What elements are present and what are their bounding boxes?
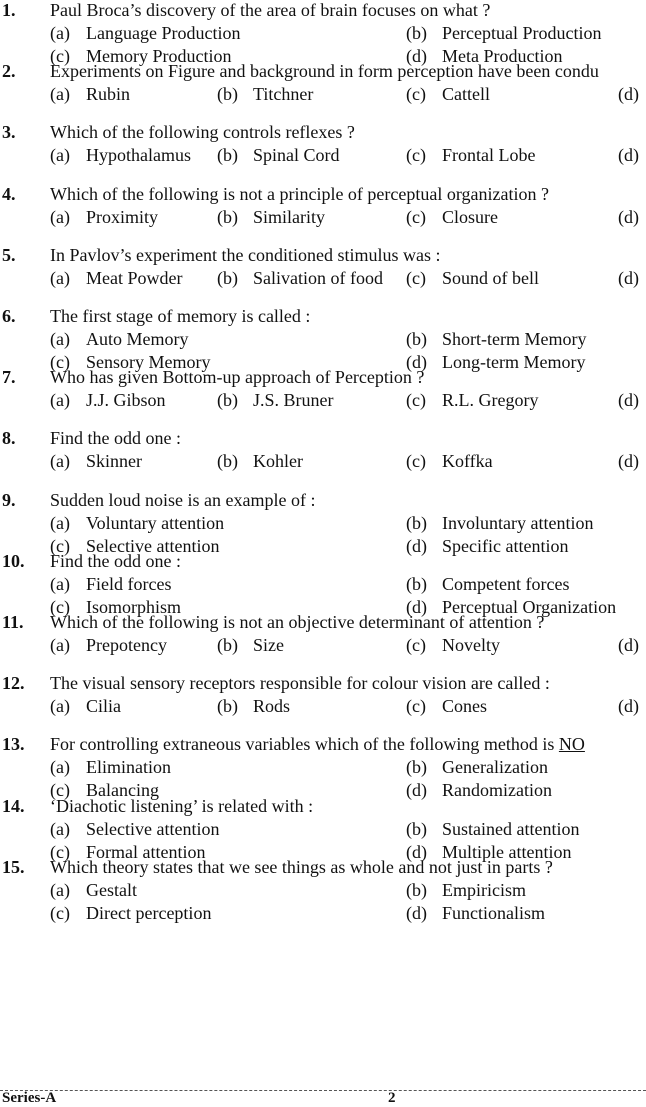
option-label: (d) xyxy=(406,535,427,556)
option-label: (b) xyxy=(217,267,238,288)
answer-option xyxy=(406,574,569,595)
option-label: (b) xyxy=(217,84,238,105)
option-label: (d) xyxy=(406,596,427,617)
option-label: (a) xyxy=(50,573,70,594)
question-text-main: Which of the following is not a principle of perceptual organization ? xyxy=(50,183,550,204)
question-number: 6. xyxy=(2,306,16,326)
option-text: Kohler xyxy=(253,451,303,472)
option-text: Rods xyxy=(253,696,291,717)
question-number: 11. xyxy=(2,612,24,632)
question-number: 10. xyxy=(2,550,25,571)
option-text: Competent forces xyxy=(442,573,570,594)
option-text: Isomorphism xyxy=(86,596,182,617)
option-text: Hypothalamus xyxy=(86,145,191,166)
option-text: Novelty xyxy=(442,635,500,655)
option-label: (c) xyxy=(50,902,70,923)
option-text: Frontal Lobe xyxy=(442,145,536,166)
option-label: (c) xyxy=(406,84,426,105)
question-text-main: Sudden loud noise is an example of : xyxy=(50,489,316,510)
option-text: Size xyxy=(253,635,284,655)
option-label: (d) xyxy=(618,267,639,288)
option-label: (d) xyxy=(618,696,639,717)
option-label: (c) xyxy=(50,841,70,862)
answer-option xyxy=(618,390,646,411)
option-text: Field forces xyxy=(86,573,172,594)
option-text: R.L. Gregory xyxy=(442,390,539,411)
answer-option xyxy=(50,329,189,350)
option-text: Proximity xyxy=(86,206,159,227)
option-label: (b) xyxy=(217,390,238,411)
answer-option xyxy=(406,819,579,840)
series-label: Series-A xyxy=(2,1090,57,1106)
option-text: Closure xyxy=(442,206,498,227)
question-number: 3. xyxy=(2,122,16,143)
question-text-main: Which of the following is not an objective determinant of attention ? xyxy=(50,612,545,632)
option-label: (b) xyxy=(217,635,238,655)
answer-option xyxy=(50,635,167,656)
option-label: (a) xyxy=(50,635,70,655)
option-text: Functionalism xyxy=(442,902,545,923)
option-text: Elimination xyxy=(86,757,171,778)
question-text xyxy=(50,0,490,21)
option-text: Salivation of food xyxy=(253,267,383,288)
option-label: (a) xyxy=(50,267,70,288)
option-text: Prepotency xyxy=(86,635,167,655)
option-text: Titchner xyxy=(253,84,314,105)
option-text: J.J. Gibson xyxy=(86,390,166,411)
answer-option xyxy=(618,145,646,166)
option-label: (c) xyxy=(406,267,426,288)
answer-option xyxy=(217,696,290,717)
option-label: (a) xyxy=(50,512,70,533)
option-text: Voluntary attention xyxy=(86,512,225,533)
question-number: 8. xyxy=(2,428,16,449)
option-label: (a) xyxy=(50,206,70,227)
option-text: Cattell xyxy=(442,84,490,105)
question-text-main: Experiments on Figure and background in form perception have been condu xyxy=(50,61,599,82)
question-text xyxy=(50,734,585,755)
option-text: Empiricism xyxy=(442,879,526,900)
option-label: (a) xyxy=(50,818,70,839)
option-label: (c) xyxy=(406,451,426,472)
question-text-main: Which theory states that we see things as whole and not just in parts ? xyxy=(50,856,553,877)
option-label: (b) xyxy=(217,206,238,227)
option-label: (a) xyxy=(50,145,70,166)
option-text: Involuntary attention xyxy=(442,512,594,533)
question-text-main: Find the odd one : xyxy=(50,428,181,449)
option-label: (c) xyxy=(50,596,70,617)
option-text: Long-term Memory xyxy=(442,352,586,372)
answer-option xyxy=(406,390,538,411)
question-text xyxy=(50,490,315,511)
option-text: Direct perception xyxy=(86,902,212,923)
answer-option xyxy=(217,390,334,411)
option-label: (b) xyxy=(217,696,238,717)
option-text: Specific attention xyxy=(442,535,569,556)
question-text xyxy=(50,612,544,633)
answer-option xyxy=(50,390,166,411)
question-number: 4. xyxy=(2,183,16,204)
option-label: (c) xyxy=(50,46,70,66)
option-text: Generalization xyxy=(442,757,548,778)
option-text: Selective attention xyxy=(86,535,220,556)
question-number: 12. xyxy=(2,673,25,694)
option-label: (d) xyxy=(618,635,639,655)
answer-option xyxy=(50,84,130,105)
option-label: (c) xyxy=(50,535,70,556)
option-text: Auto Memory xyxy=(86,329,189,349)
option-label: (a) xyxy=(50,23,70,43)
answer-option xyxy=(217,84,313,105)
question-text xyxy=(50,245,440,266)
option-text: Koffka xyxy=(442,451,493,472)
option-text: Similarity xyxy=(253,206,325,227)
question-text-main: Who has given Bottom-up approach of Perception ? xyxy=(50,367,425,388)
question-text xyxy=(50,61,599,82)
option-label: (c) xyxy=(406,145,426,166)
option-label: (a) xyxy=(50,451,70,472)
option-label: (d) xyxy=(406,841,427,862)
option-text: Cilia xyxy=(86,696,121,717)
option-label: (d) xyxy=(618,451,639,472)
answer-option xyxy=(217,145,340,166)
option-label: (b) xyxy=(406,329,427,349)
question-text xyxy=(50,367,424,388)
question-text-main: ‘Diachotic listening’ is related with : xyxy=(50,795,314,816)
question-number: 9. xyxy=(2,489,16,510)
option-text: Skinner xyxy=(86,451,142,472)
option-label: (c) xyxy=(406,635,426,655)
option-label: (a) xyxy=(50,390,70,411)
question-text xyxy=(50,184,549,205)
option-label: (d) xyxy=(618,84,639,105)
option-label: (d) xyxy=(406,46,427,66)
option-label: (b) xyxy=(406,757,427,778)
option-text: Perceptual Organization xyxy=(442,596,617,617)
option-label: (d) xyxy=(406,352,427,372)
option-label: (b) xyxy=(406,573,427,594)
answer-option xyxy=(618,451,646,472)
option-label: (d) xyxy=(618,145,639,166)
question-number: 14. xyxy=(2,795,25,816)
question-text-main: Find the odd one : xyxy=(50,550,181,571)
question-text-main: The visual sensory receptors responsible for colour vision are called : xyxy=(50,673,550,694)
answer-option xyxy=(406,696,487,717)
answer-option xyxy=(50,880,137,901)
answer-option xyxy=(50,451,142,472)
answer-option xyxy=(217,451,303,472)
option-text: Short-term Memory xyxy=(442,329,587,349)
option-text: Cones xyxy=(442,696,487,717)
option-text: Gestalt xyxy=(86,879,137,900)
answer-option xyxy=(406,451,493,472)
answer-option xyxy=(406,635,500,656)
option-text: J.S. Bruner xyxy=(253,390,334,411)
answer-option xyxy=(50,145,191,166)
question-text-main: The first stage of memory is called : xyxy=(50,306,311,326)
option-label: (d) xyxy=(618,390,639,411)
option-label: (a) xyxy=(50,329,70,349)
option-label: (c) xyxy=(406,206,426,227)
option-label: (d) xyxy=(406,902,427,923)
option-label: (c) xyxy=(406,390,426,411)
option-label: (c) xyxy=(50,352,70,372)
option-label: (b) xyxy=(217,145,238,166)
option-label: (a) xyxy=(50,879,70,900)
answer-option xyxy=(406,145,535,166)
answer-option xyxy=(618,268,646,289)
answer-option xyxy=(217,268,383,289)
option-label: (c) xyxy=(406,696,426,717)
question-text xyxy=(50,857,553,878)
answer-option xyxy=(50,574,171,595)
option-text: Sensory Memory xyxy=(86,352,211,372)
footer-divider xyxy=(0,1090,646,1091)
answer-option xyxy=(50,819,219,840)
answer-option xyxy=(406,207,498,228)
option-text: Rubin xyxy=(86,84,131,105)
option-text: Meat Powder xyxy=(86,267,183,288)
option-text: Formal attention xyxy=(86,841,206,862)
option-text: Sound of bell xyxy=(442,267,539,288)
option-label: (d) xyxy=(618,206,639,227)
answer-option xyxy=(618,207,646,228)
question-text-main: In Pavlov’s experiment the conditioned stimulus was : xyxy=(50,244,441,265)
option-label: (a) xyxy=(50,757,70,778)
question-number: 7. xyxy=(2,367,16,388)
answer-option xyxy=(217,635,284,656)
answer-option xyxy=(406,268,539,289)
option-label: (a) xyxy=(50,84,70,105)
option-text: Multiple attention xyxy=(442,841,572,862)
answer-option xyxy=(406,880,526,901)
answer-option xyxy=(406,329,586,350)
option-label: (a) xyxy=(50,696,70,717)
question-text xyxy=(50,306,310,327)
option-label: (d) xyxy=(406,780,427,801)
answer-option xyxy=(406,903,545,924)
question-text-underlined: NO xyxy=(558,734,585,755)
option-text: Spinal Cord xyxy=(253,145,340,166)
option-label: (b) xyxy=(406,818,427,839)
option-text: Selective attention xyxy=(86,818,220,839)
answer-option xyxy=(618,84,646,105)
option-label: (c) xyxy=(50,780,70,801)
page-number: 2 xyxy=(388,1090,396,1106)
answer-option xyxy=(50,207,158,228)
option-text: Language Production xyxy=(86,23,241,43)
answer-option xyxy=(618,696,646,717)
answer-option xyxy=(50,903,211,924)
option-text: Memory Production xyxy=(86,46,232,66)
question-text-main: For controlling extraneous variables which of the following method is xyxy=(50,734,559,755)
answer-option xyxy=(406,23,601,44)
question-number: 5. xyxy=(2,244,16,265)
option-text: Balancing xyxy=(86,780,159,801)
question-text-main: Which of the following controls reflexes ? xyxy=(50,122,355,143)
question-text xyxy=(50,551,181,572)
question-text-main: Paul Broca’s discovery of the area of brain focuses on what ? xyxy=(50,0,491,20)
option-label: (b) xyxy=(406,512,427,533)
answer-option xyxy=(406,757,548,778)
answer-option xyxy=(50,23,240,44)
answer-option xyxy=(50,268,182,289)
question-text xyxy=(50,428,181,449)
option-text: Perceptual Production xyxy=(442,23,602,43)
question-number: 15. xyxy=(2,856,25,877)
answer-option xyxy=(406,513,593,534)
option-label: (b) xyxy=(406,879,427,900)
question-number: 2. xyxy=(2,61,16,82)
question-block xyxy=(0,857,646,932)
option-text: Randomization xyxy=(442,780,552,801)
answer-option xyxy=(50,757,171,778)
question-text xyxy=(50,796,313,817)
answer-option xyxy=(50,513,224,534)
question-number: 1. xyxy=(2,0,16,20)
answer-option xyxy=(50,696,121,717)
option-text: Meta Production xyxy=(442,46,563,66)
option-label: (b) xyxy=(406,23,427,43)
question-number: 13. xyxy=(2,734,25,755)
answer-option xyxy=(618,635,646,656)
option-label: (b) xyxy=(217,451,238,472)
question-text xyxy=(50,673,550,694)
question-text xyxy=(50,122,355,143)
answer-option xyxy=(217,207,325,228)
option-text: Sustained attention xyxy=(442,818,580,839)
answer-option xyxy=(406,84,490,105)
